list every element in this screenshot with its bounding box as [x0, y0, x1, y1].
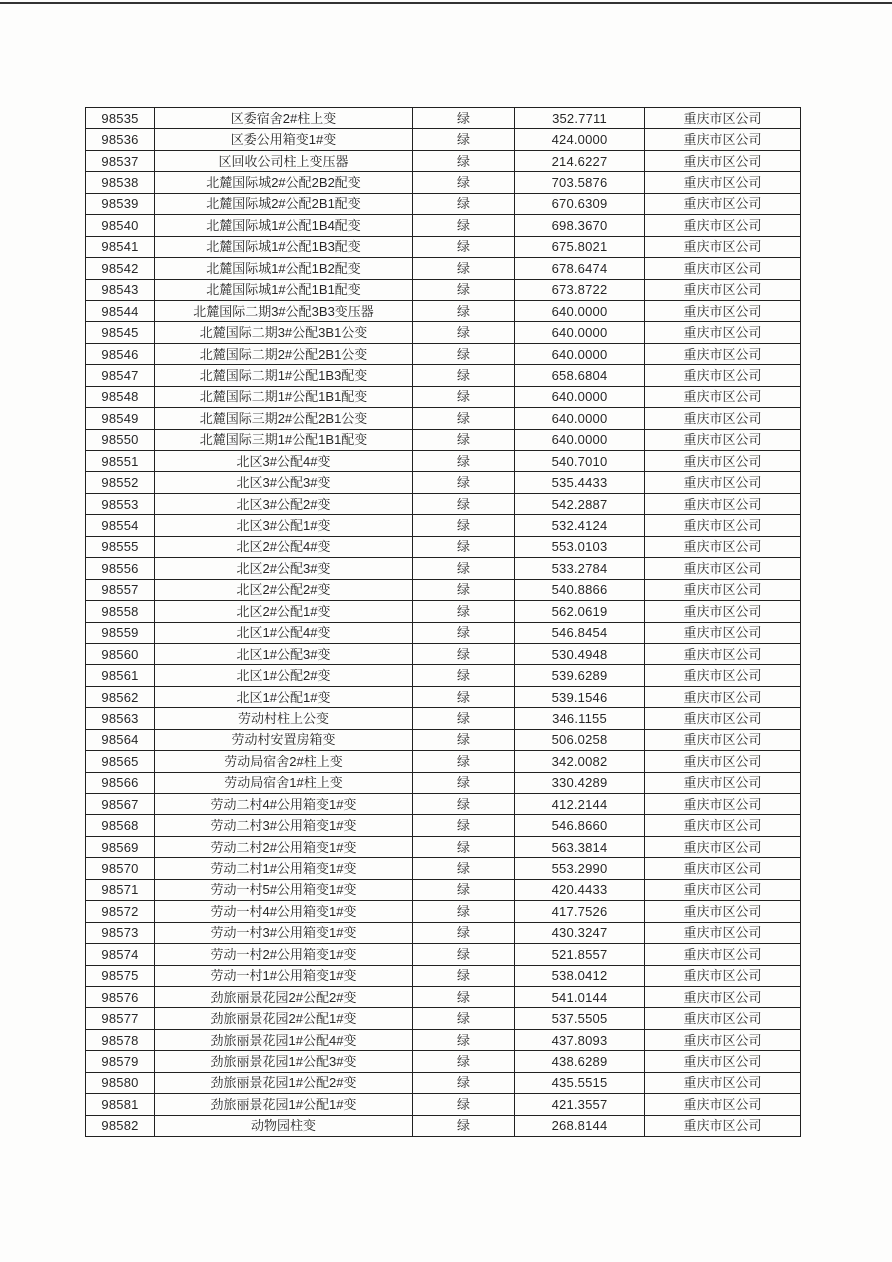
cell-id: 98548 [86, 386, 155, 407]
cell-name: 劳动村安置房箱变 [155, 729, 413, 750]
cell-id: 98539 [86, 193, 155, 214]
cell-company: 重庆市区公司 [645, 1029, 801, 1050]
cell-status: 绿 [413, 965, 515, 986]
table-row [86, 408, 801, 429]
cell-name: 北麓国际三期1#公配1B1配变 [155, 429, 413, 450]
cell-name: 北麓国际二期1#公配1B1配变 [155, 386, 413, 407]
cell-value: 352.7711 [515, 108, 645, 129]
table-row [86, 965, 801, 986]
cell-id: 98580 [86, 1072, 155, 1093]
table-row [86, 686, 801, 707]
cell-status: 绿 [413, 729, 515, 750]
cell-name: 北区3#公配4#变 [155, 451, 413, 472]
table-row [86, 751, 801, 772]
cell-value: 553.2990 [515, 858, 645, 879]
cell-company: 重庆市区公司 [645, 150, 801, 171]
cell-company: 重庆市区公司 [645, 1094, 801, 1115]
cell-company: 重庆市区公司 [645, 1008, 801, 1029]
cell-value: 640.0000 [515, 343, 645, 364]
cell-company: 重庆市区公司 [645, 772, 801, 793]
cell-id: 98546 [86, 343, 155, 364]
cell-status: 绿 [413, 515, 515, 536]
cell-company: 重庆市区公司 [645, 708, 801, 729]
table-row [86, 1094, 801, 1115]
cell-value: 703.5876 [515, 172, 645, 193]
page-top-edge-line [0, 2, 892, 4]
cell-name: 劲旅丽景花园1#公配4#变 [155, 1029, 413, 1050]
cell-name: 北区1#公配2#变 [155, 665, 413, 686]
cell-status: 绿 [413, 751, 515, 772]
cell-company: 重庆市区公司 [645, 729, 801, 750]
table-row [86, 729, 801, 750]
cell-company: 重庆市区公司 [645, 451, 801, 472]
table-row [86, 622, 801, 643]
cell-id: 98566 [86, 772, 155, 793]
cell-status: 绿 [413, 386, 515, 407]
cell-company: 重庆市区公司 [645, 193, 801, 214]
cell-status: 绿 [413, 1029, 515, 1050]
cell-name: 北麓国际三期2#公配2B1公变 [155, 408, 413, 429]
table-row [86, 193, 801, 214]
cell-value: 539.6289 [515, 665, 645, 686]
cell-name: 区回收公司柱上变压器 [155, 150, 413, 171]
cell-id: 98555 [86, 536, 155, 557]
table-row [86, 794, 801, 815]
cell-status: 绿 [413, 1115, 515, 1136]
cell-value: 214.6227 [515, 150, 645, 171]
cell-id: 98579 [86, 1051, 155, 1072]
cell-status: 绿 [413, 901, 515, 922]
cell-status: 绿 [413, 108, 515, 129]
cell-company: 重庆市区公司 [645, 300, 801, 321]
cell-name: 区委公用箱变1#变 [155, 129, 413, 150]
cell-id: 98573 [86, 922, 155, 943]
cell-id: 98558 [86, 601, 155, 622]
cell-value: 268.8144 [515, 1115, 645, 1136]
cell-company: 重庆市区公司 [645, 129, 801, 150]
cell-id: 98576 [86, 986, 155, 1007]
cell-value: 346.1155 [515, 708, 645, 729]
cell-value: 562.0619 [515, 601, 645, 622]
cell-status: 绿 [413, 193, 515, 214]
cell-value: 533.2784 [515, 558, 645, 579]
cell-company: 重庆市区公司 [645, 794, 801, 815]
cell-company: 重庆市区公司 [645, 643, 801, 664]
table-row [86, 300, 801, 321]
cell-status: 绿 [413, 986, 515, 1007]
cell-id: 98538 [86, 172, 155, 193]
cell-id: 98559 [86, 622, 155, 643]
cell-name: 北区1#公配1#变 [155, 686, 413, 707]
cell-id: 98570 [86, 858, 155, 879]
cell-id: 98571 [86, 879, 155, 900]
cell-company: 重庆市区公司 [645, 986, 801, 1007]
table-row [86, 536, 801, 557]
cell-name: 北区2#公配1#变 [155, 601, 413, 622]
cell-company: 重庆市区公司 [645, 751, 801, 772]
cell-value: 658.6804 [515, 365, 645, 386]
cell-value: 535.4433 [515, 472, 645, 493]
table-row [86, 815, 801, 836]
cell-id: 98568 [86, 815, 155, 836]
table-row [86, 1051, 801, 1072]
cell-value: 420.4433 [515, 879, 645, 900]
cell-name: 北麓国际二期2#公配2B1公变 [155, 343, 413, 364]
cell-status: 绿 [413, 215, 515, 236]
cell-name: 劳动一村2#公用箱变1#变 [155, 944, 413, 965]
transformer-data-table [85, 107, 801, 1137]
cell-status: 绿 [413, 279, 515, 300]
cell-status: 绿 [413, 365, 515, 386]
cell-id: 98560 [86, 643, 155, 664]
cell-status: 绿 [413, 343, 515, 364]
table-row [86, 108, 801, 129]
table-row [86, 215, 801, 236]
cell-name: 劳动村柱上公变 [155, 708, 413, 729]
cell-company: 重庆市区公司 [645, 172, 801, 193]
cell-id: 98572 [86, 901, 155, 922]
cell-value: 424.0000 [515, 129, 645, 150]
table-row [86, 922, 801, 943]
table-row [86, 944, 801, 965]
cell-value: 640.0000 [515, 300, 645, 321]
cell-name: 北麓国际城1#公配1B3配变 [155, 236, 413, 257]
cell-status: 绿 [413, 408, 515, 429]
cell-name: 劳动二村1#公用箱变1#变 [155, 858, 413, 879]
cell-name: 北麓国际城2#公配2B2配变 [155, 172, 413, 193]
cell-company: 重庆市区公司 [645, 493, 801, 514]
table-row [86, 493, 801, 514]
table-row [86, 901, 801, 922]
cell-company: 重庆市区公司 [645, 622, 801, 643]
cell-status: 绿 [413, 858, 515, 879]
cell-status: 绿 [413, 429, 515, 450]
cell-company: 重庆市区公司 [645, 879, 801, 900]
cell-name: 动物园柱变 [155, 1115, 413, 1136]
cell-value: 640.0000 [515, 322, 645, 343]
cell-id: 98553 [86, 493, 155, 514]
cell-value: 539.1546 [515, 686, 645, 707]
cell-name: 北麓国际二期3#公配3B3变压器 [155, 300, 413, 321]
cell-company: 重庆市区公司 [645, 236, 801, 257]
cell-name: 劲旅丽景花园2#公配1#变 [155, 1008, 413, 1029]
cell-company: 重庆市区公司 [645, 108, 801, 129]
cell-company: 重庆市区公司 [645, 322, 801, 343]
cell-name: 北麓国际二期1#公配1B3配变 [155, 365, 413, 386]
cell-value: 640.0000 [515, 386, 645, 407]
cell-id: 98582 [86, 1115, 155, 1136]
cell-value: 673.8722 [515, 279, 645, 300]
cell-name: 北麓国际城1#公配1B1配变 [155, 279, 413, 300]
cell-name: 区委宿舍2#柱上变 [155, 108, 413, 129]
table-row [86, 129, 801, 150]
cell-status: 绿 [413, 1051, 515, 1072]
table-row [86, 601, 801, 622]
cell-name: 北麓国际城2#公配2B1配变 [155, 193, 413, 214]
cell-company: 重庆市区公司 [645, 365, 801, 386]
table-row [86, 836, 801, 857]
cell-company: 重庆市区公司 [645, 944, 801, 965]
cell-name: 北区3#公配1#变 [155, 515, 413, 536]
cell-name: 劳动局宿舍2#柱上变 [155, 751, 413, 772]
cell-company: 重庆市区公司 [645, 258, 801, 279]
table-row [86, 558, 801, 579]
table-row [86, 772, 801, 793]
table-row [86, 1008, 801, 1029]
cell-company: 重庆市区公司 [645, 579, 801, 600]
cell-value: 538.0412 [515, 965, 645, 986]
table-body [86, 108, 801, 1137]
cell-status: 绿 [413, 665, 515, 686]
cell-name: 劳动二村3#公用箱变1#变 [155, 815, 413, 836]
cell-company: 重庆市区公司 [645, 901, 801, 922]
table-row [86, 472, 801, 493]
table-row [86, 1029, 801, 1050]
cell-company: 重庆市区公司 [645, 515, 801, 536]
table-row [86, 1072, 801, 1093]
cell-status: 绿 [413, 922, 515, 943]
table-row [86, 643, 801, 664]
cell-company: 重庆市区公司 [645, 536, 801, 557]
cell-name: 北区3#公配2#变 [155, 493, 413, 514]
cell-id: 98552 [86, 472, 155, 493]
cell-value: 438.6289 [515, 1051, 645, 1072]
cell-name: 劳动二村2#公用箱变1#变 [155, 836, 413, 857]
cell-name: 北麓国际城1#公配1B2配变 [155, 258, 413, 279]
cell-company: 重庆市区公司 [645, 1072, 801, 1093]
cell-value: 435.5515 [515, 1072, 645, 1093]
cell-value: 532.4124 [515, 515, 645, 536]
cell-id: 98561 [86, 665, 155, 686]
cell-status: 绿 [413, 558, 515, 579]
cell-status: 绿 [413, 300, 515, 321]
cell-status: 绿 [413, 472, 515, 493]
cell-status: 绿 [413, 493, 515, 514]
cell-value: 546.8660 [515, 815, 645, 836]
cell-value: 506.0258 [515, 729, 645, 750]
cell-id: 98536 [86, 129, 155, 150]
table-row [86, 343, 801, 364]
table-row [86, 515, 801, 536]
cell-name: 劲旅丽景花园1#公配3#变 [155, 1051, 413, 1072]
cell-name: 劳动二村4#公用箱变1#变 [155, 794, 413, 815]
cell-status: 绿 [413, 579, 515, 600]
cell-company: 重庆市区公司 [645, 922, 801, 943]
table-row [86, 236, 801, 257]
cell-name: 劳动局宿舍1#柱上变 [155, 772, 413, 793]
table-row [86, 386, 801, 407]
cell-company: 重庆市区公司 [645, 965, 801, 986]
cell-value: 530.4948 [515, 643, 645, 664]
cell-status: 绿 [413, 836, 515, 857]
cell-status: 绿 [413, 172, 515, 193]
cell-status: 绿 [413, 150, 515, 171]
cell-value: 553.0103 [515, 536, 645, 557]
cell-id: 98543 [86, 279, 155, 300]
cell-value: 342.0082 [515, 751, 645, 772]
cell-id: 98547 [86, 365, 155, 386]
table-row [86, 858, 801, 879]
cell-value: 698.3670 [515, 215, 645, 236]
table-row [86, 1115, 801, 1136]
cell-id: 98542 [86, 258, 155, 279]
cell-id: 98556 [86, 558, 155, 579]
table-row [86, 665, 801, 686]
cell-name: 劳动一村3#公用箱变1#变 [155, 922, 413, 943]
cell-status: 绿 [413, 129, 515, 150]
cell-id: 98544 [86, 300, 155, 321]
cell-id: 98567 [86, 794, 155, 815]
cell-name: 北区2#公配4#变 [155, 536, 413, 557]
cell-name: 北区2#公配2#变 [155, 579, 413, 600]
cell-status: 绿 [413, 815, 515, 836]
cell-name: 劲旅丽景花园2#公配2#变 [155, 986, 413, 1007]
cell-status: 绿 [413, 536, 515, 557]
cell-value: 540.7010 [515, 451, 645, 472]
cell-name: 北区2#公配3#变 [155, 558, 413, 579]
cell-id: 98557 [86, 579, 155, 600]
cell-value: 546.8454 [515, 622, 645, 643]
cell-company: 重庆市区公司 [645, 665, 801, 686]
cell-status: 绿 [413, 708, 515, 729]
cell-name: 劳动一村4#公用箱变1#变 [155, 901, 413, 922]
cell-id: 98545 [86, 322, 155, 343]
cell-id: 98535 [86, 108, 155, 129]
cell-value: 421.3557 [515, 1094, 645, 1115]
cell-id: 98578 [86, 1029, 155, 1050]
cell-id: 98550 [86, 429, 155, 450]
cell-status: 绿 [413, 1094, 515, 1115]
cell-id: 98540 [86, 215, 155, 236]
cell-id: 98563 [86, 708, 155, 729]
cell-value: 540.8866 [515, 579, 645, 600]
cell-value: 437.8093 [515, 1029, 645, 1050]
cell-id: 98554 [86, 515, 155, 536]
table-row [86, 451, 801, 472]
cell-id: 98565 [86, 751, 155, 772]
cell-status: 绿 [413, 258, 515, 279]
cell-status: 绿 [413, 451, 515, 472]
cell-company: 重庆市区公司 [645, 815, 801, 836]
cell-value: 640.0000 [515, 408, 645, 429]
cell-company: 重庆市区公司 [645, 472, 801, 493]
cell-status: 绿 [413, 1072, 515, 1093]
cell-id: 98562 [86, 686, 155, 707]
cell-value: 675.8021 [515, 236, 645, 257]
cell-id: 98537 [86, 150, 155, 171]
cell-value: 430.3247 [515, 922, 645, 943]
cell-status: 绿 [413, 944, 515, 965]
cell-value: 678.6474 [515, 258, 645, 279]
cell-company: 重庆市区公司 [645, 558, 801, 579]
cell-status: 绿 [413, 1008, 515, 1029]
table-row [86, 279, 801, 300]
cell-name: 北麓国际城1#公配1B4配变 [155, 215, 413, 236]
cell-company: 重庆市区公司 [645, 601, 801, 622]
cell-name: 劲旅丽景花园1#公配2#变 [155, 1072, 413, 1093]
table-row [86, 429, 801, 450]
table-row [86, 150, 801, 171]
cell-value: 330.4289 [515, 772, 645, 793]
cell-company: 重庆市区公司 [645, 686, 801, 707]
table-row [86, 258, 801, 279]
cell-id: 98549 [86, 408, 155, 429]
cell-name: 劲旅丽景花园1#公配1#变 [155, 1094, 413, 1115]
cell-status: 绿 [413, 601, 515, 622]
cell-status: 绿 [413, 643, 515, 664]
cell-status: 绿 [413, 879, 515, 900]
cell-id: 98569 [86, 836, 155, 857]
table-row [86, 708, 801, 729]
cell-name: 北麓国际二期3#公配3B1公变 [155, 322, 413, 343]
cell-name: 北区1#公配4#变 [155, 622, 413, 643]
cell-company: 重庆市区公司 [645, 386, 801, 407]
cell-id: 98574 [86, 944, 155, 965]
cell-id: 98551 [86, 451, 155, 472]
table-row [86, 172, 801, 193]
cell-company: 重庆市区公司 [645, 858, 801, 879]
cell-company: 重庆市区公司 [645, 279, 801, 300]
cell-value: 542.2887 [515, 493, 645, 514]
table-row [86, 986, 801, 1007]
cell-name: 北区1#公配3#变 [155, 643, 413, 664]
cell-status: 绿 [413, 686, 515, 707]
cell-name: 北区3#公配3#变 [155, 472, 413, 493]
table-row [86, 879, 801, 900]
cell-status: 绿 [413, 322, 515, 343]
cell-company: 重庆市区公司 [645, 1051, 801, 1072]
cell-company: 重庆市区公司 [645, 215, 801, 236]
cell-value: 670.6309 [515, 193, 645, 214]
cell-company: 重庆市区公司 [645, 836, 801, 857]
cell-value: 412.2144 [515, 794, 645, 815]
cell-id: 98541 [86, 236, 155, 257]
table-row [86, 365, 801, 386]
cell-id: 98581 [86, 1094, 155, 1115]
cell-value: 537.5505 [515, 1008, 645, 1029]
cell-id: 98564 [86, 729, 155, 750]
cell-status: 绿 [413, 236, 515, 257]
cell-company: 重庆市区公司 [645, 408, 801, 429]
cell-company: 重庆市区公司 [645, 429, 801, 450]
cell-name: 劳动一村1#公用箱变1#变 [155, 965, 413, 986]
cell-status: 绿 [413, 794, 515, 815]
cell-value: 521.8557 [515, 944, 645, 965]
table-row [86, 322, 801, 343]
cell-id: 98577 [86, 1008, 155, 1029]
table-row [86, 579, 801, 600]
cell-value: 417.7526 [515, 901, 645, 922]
cell-value: 541.0144 [515, 986, 645, 1007]
cell-company: 重庆市区公司 [645, 343, 801, 364]
cell-value: 563.3814 [515, 836, 645, 857]
cell-id: 98575 [86, 965, 155, 986]
cell-status: 绿 [413, 772, 515, 793]
cell-status: 绿 [413, 622, 515, 643]
cell-name: 劳动一村5#公用箱变1#变 [155, 879, 413, 900]
cell-company: 重庆市区公司 [645, 1115, 801, 1136]
cell-value: 640.0000 [515, 429, 645, 450]
